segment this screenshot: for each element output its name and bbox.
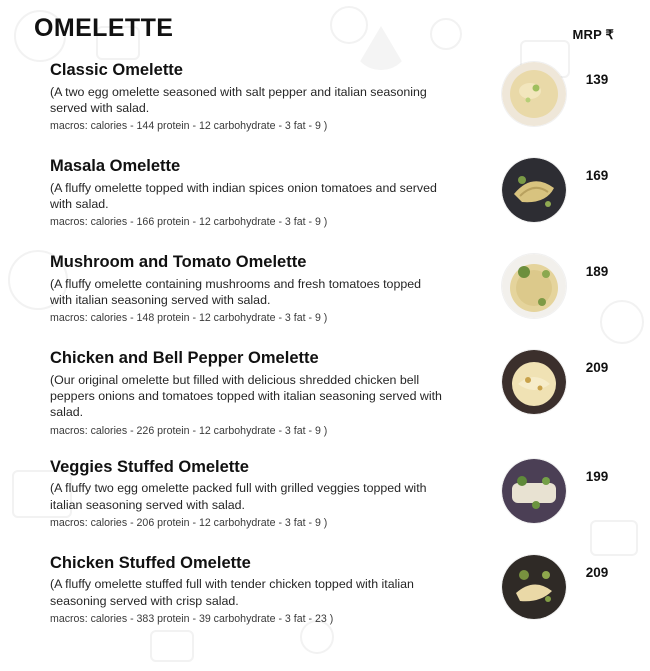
- menu-item[interactable]: [22, 339, 628, 448]
- menu-item-macros: macros: calories - 166 protein - 12 carbohydrate - 3 fat - 9 ): [50, 216, 328, 229]
- menu-item-name: Masala Omelette: [50, 157, 181, 175]
- menu-item[interactable]: [22, 147, 628, 243]
- menu-item[interactable]: [22, 243, 628, 339]
- chicken-stuffed-omelette-photo: [502, 555, 566, 619]
- menu-item[interactable]: [22, 448, 628, 544]
- menu-item-price: 209: [585, 360, 609, 375]
- menu-item-macros: macros: calories - 144 protein - 12 carbohydrate - 3 fat - 9 ): [50, 120, 328, 133]
- menu-item-description: (A fluffy omelette topped with indian spices onion tomatoes and served with salad.: [50, 180, 437, 211]
- menu-item-text: [22, 60, 502, 134]
- menu-item[interactable]: [22, 544, 628, 640]
- menu-item-description: (A fluffy omelette containing mushrooms and fresh tomatoes topped with italian seasoning served with salad.: [50, 276, 422, 307]
- menu-item-macros: macros: calories - 206 protein - 12 carbohydrate - 3 fat - 9 ): [50, 516, 328, 529]
- menu-item-list: [22, 51, 628, 640]
- menu-item-price: 209: [585, 564, 609, 580]
- menu-item-description: (A two egg omelette seasoned with salt pepper and italian seasoning served with salad.: [50, 84, 427, 115]
- menu-item-text: [22, 457, 502, 531]
- page-title: OMELETTE: [34, 14, 174, 42]
- price-column-header: MRP ₹: [572, 27, 614, 42]
- menu-item-text: [22, 156, 502, 230]
- menu-header: [22, 0, 628, 49]
- menu-item-price: 189: [585, 264, 609, 279]
- menu-item-price: 169: [585, 168, 609, 183]
- menu-item-name: Veggies Stuffed Omelette: [50, 457, 249, 476]
- menu-item-macros: macros: calories - 226 protein - 12 carbohydrate - 3 fat - 9 ): [50, 424, 328, 437]
- menu-item-description: (Our original omelette but filled with delicious shredded chicken bell peppers onions and tomatoes topped with italian seasoning served with salad.: [50, 372, 442, 420]
- menu-item-name: Classic Omelette: [50, 61, 183, 79]
- menu-item-description: (A fluffy two egg omelette packed full with grilled veggies topped with italian seasoning served with salad.: [50, 481, 427, 512]
- classic-omelette-photo: [502, 62, 566, 126]
- menu-item[interactable]: [22, 51, 628, 147]
- menu-item-name: Chicken and Bell Pepper Omelette: [50, 349, 319, 367]
- chicken-bell-pepper-omelette-photo: [502, 350, 566, 414]
- menu-item-text: [22, 252, 502, 326]
- menu-item-macros: macros: calories - 148 protein - 12 carbohydrate - 3 fat - 9 ): [50, 312, 328, 325]
- menu-item-price: 199: [585, 468, 609, 484]
- menu-item-text: [22, 348, 502, 439]
- menu-item-text: [22, 553, 502, 627]
- menu-item-description: (A fluffy omelette stuffed full with tender chicken topped with italian seasoning served with crisp salad.: [50, 577, 414, 608]
- menu-item-price: 139: [585, 72, 609, 87]
- menu-item-name: Mushroom and Tomato Omelette: [50, 253, 307, 271]
- menu-item-macros: macros: calories - 383 protein - 39 carbohydrate - 3 fat - 23 ): [50, 612, 334, 625]
- masala-omelette-photo: [502, 158, 566, 222]
- menu-item-name: Chicken Stuffed Omelette: [50, 553, 251, 572]
- veggies-stuffed-omelette-photo: [502, 459, 566, 523]
- mushroom-tomato-omelette-photo: [502, 254, 566, 318]
